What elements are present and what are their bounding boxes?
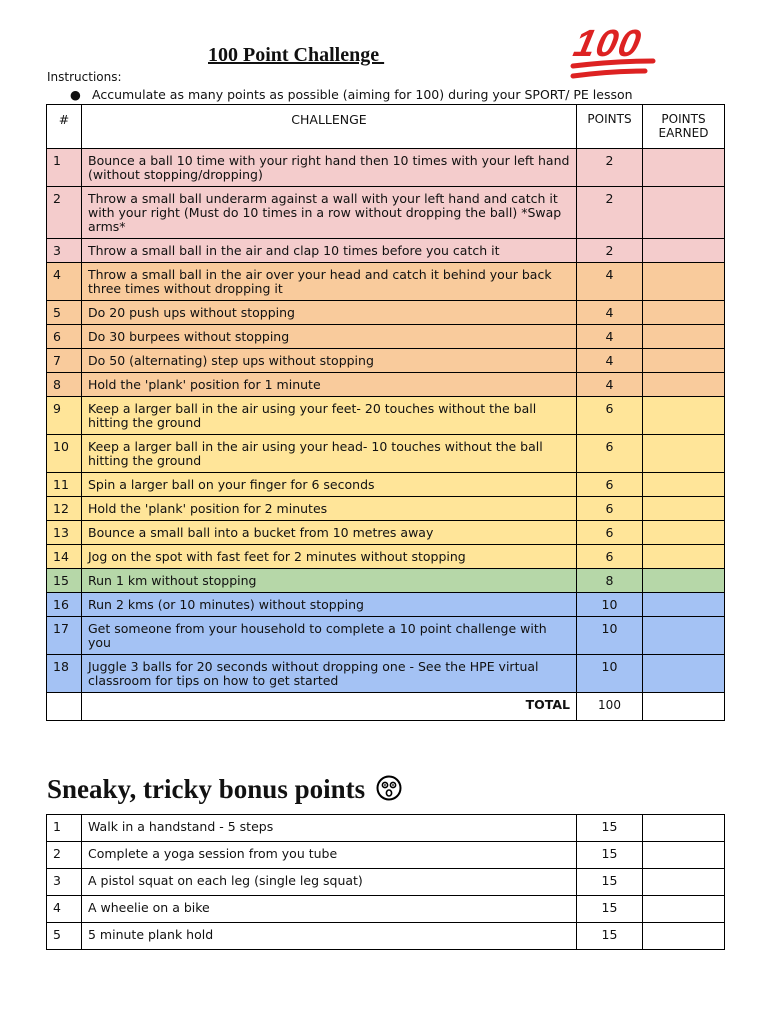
row-number: 4: [47, 263, 82, 301]
row-number: 2: [47, 842, 82, 869]
points-earned-cell[interactable]: [643, 263, 725, 301]
points-value: 10: [577, 617, 643, 655]
challenge-text: Do 30 burpees without stopping: [82, 325, 577, 349]
points-earned-cell[interactable]: [643, 473, 725, 497]
points-value: 4: [577, 349, 643, 373]
challenge-row: [47, 521, 725, 545]
total-label: TOTAL: [82, 693, 577, 721]
challenge-text: 5 minute plank hold: [82, 923, 577, 950]
row-number: 4: [47, 896, 82, 923]
bullet-icon: ●: [70, 87, 81, 102]
row-number: 3: [47, 239, 82, 263]
points-value: 6: [577, 497, 643, 521]
bonus-row: [47, 869, 725, 896]
page-title: 100 Point Challenge: [208, 44, 385, 66]
row-number: 15: [47, 569, 82, 593]
challenge-text: Complete a yoga session from you tube: [82, 842, 577, 869]
points-value: 6: [577, 473, 643, 497]
challenge-row: [47, 373, 725, 397]
points-value: 6: [577, 545, 643, 569]
bonus-row: [47, 896, 725, 923]
challenge-row: [47, 349, 725, 373]
points-earned-cell[interactable]: [643, 569, 725, 593]
challenge-row: [47, 239, 725, 263]
challenge-text: Throw a small ball in the air over your head and catch it behind your back three times without dropping it: [82, 263, 577, 301]
table-header-row: [47, 105, 725, 149]
header-points: POINTS: [577, 105, 643, 149]
bonus-title-text: Sneaky, tricky bonus points: [47, 774, 366, 804]
row-number: 12: [47, 497, 82, 521]
row-number: 18: [47, 655, 82, 693]
points-value: 4: [577, 325, 643, 349]
challenge-row: [47, 325, 725, 349]
points-earned-cell[interactable]: [643, 617, 725, 655]
bonus-row: [47, 923, 725, 950]
row-number: 1: [47, 149, 82, 187]
challenge-text: Bounce a ball 10 time with your right hand then 10 times with your left hand (without stopping/dropping): [82, 149, 577, 187]
challenge-text: Do 50 (alternating) step ups without stopping: [82, 349, 577, 373]
total-value: 100: [577, 693, 643, 721]
points-earned-cell[interactable]: [643, 521, 725, 545]
bonus-table: [46, 814, 725, 950]
points-value: 10: [577, 655, 643, 693]
challenge-row: [47, 569, 725, 593]
header-challenge: CHALLENGE: [82, 105, 577, 149]
row-number: 9: [47, 397, 82, 435]
challenge-row: [47, 149, 725, 187]
points-earned-cell[interactable]: [643, 497, 725, 521]
points-earned-cell[interactable]: [643, 349, 725, 373]
points-value: 15: [577, 869, 643, 896]
points-value: 15: [577, 896, 643, 923]
row-number: 1: [47, 815, 82, 842]
challenge-row: [47, 301, 725, 325]
points-earned-cell[interactable]: [643, 869, 725, 896]
challenge-text: Run 2 kms (or 10 minutes) without stopping: [82, 593, 577, 617]
svg-text:100: 100: [569, 22, 646, 65]
row-number: 11: [47, 473, 82, 497]
challenge-text: Do 20 push ups without stopping: [82, 301, 577, 325]
challenge-text: A pistol squat on each leg (single leg squat): [82, 869, 577, 896]
hundred-points-icon: [565, 22, 663, 84]
points-value: 15: [577, 815, 643, 842]
challenge-text: Jog on the spot with fast feet for 2 minutes without stopping: [82, 545, 577, 569]
points-earned-cell[interactable]: [643, 842, 725, 869]
points-earned-cell[interactable]: [643, 239, 725, 263]
points-value: 6: [577, 435, 643, 473]
row-number: 10: [47, 435, 82, 473]
points-earned-cell[interactable]: [643, 325, 725, 349]
total-spacer: [47, 693, 82, 721]
challenge-row: [47, 435, 725, 473]
instructions-label: Instructions:: [47, 70, 122, 84]
points-value: 15: [577, 923, 643, 950]
challenge-row: [47, 473, 725, 497]
challenge-text: A wheelie on a bike: [82, 896, 577, 923]
points-earned-cell[interactable]: [643, 301, 725, 325]
points-earned-cell[interactable]: [643, 373, 725, 397]
challenge-table: [46, 104, 725, 721]
challenge-row: [47, 397, 725, 435]
header-points-earned: POINTS EARNED: [643, 105, 725, 149]
challenge-row: [47, 497, 725, 521]
points-earned-cell[interactable]: [643, 435, 725, 473]
header-num: #: [47, 105, 82, 149]
challenge-text: Hold the 'plank' position for 2 minutes: [82, 497, 577, 521]
challenge-text: Juggle 3 balls for 20 seconds without dropping one - See the HPE virtual classroom for tips on how to get started: [82, 655, 577, 693]
points-value: 2: [577, 149, 643, 187]
total-earned-cell[interactable]: [643, 693, 725, 721]
points-earned-cell[interactable]: [643, 545, 725, 569]
instruction-item: [70, 87, 633, 102]
points-earned-cell[interactable]: [643, 655, 725, 693]
points-value: 2: [577, 239, 643, 263]
challenge-text: Walk in a handstand - 5 steps: [82, 815, 577, 842]
astonished-face-icon: [376, 775, 402, 801]
row-number: 5: [47, 923, 82, 950]
row-number: 7: [47, 349, 82, 373]
row-number: 3: [47, 869, 82, 896]
challenge-row: [47, 655, 725, 693]
points-value: 10: [577, 593, 643, 617]
points-value: 8: [577, 569, 643, 593]
bonus-title: [47, 774, 402, 805]
row-number: 6: [47, 325, 82, 349]
challenge-text: Throw a small ball in the air and clap 10 times before you catch it: [82, 239, 577, 263]
points-value: 4: [577, 263, 643, 301]
challenge-text: Throw a small ball underarm against a wall with your left hand and catch it with your right (Must do 10 times in a row without dropping the ball) *Swap arms*: [82, 187, 577, 239]
points-earned-cell[interactable]: [643, 397, 725, 435]
points-value: 6: [577, 397, 643, 435]
row-number: 8: [47, 373, 82, 397]
points-value: 2: [577, 187, 643, 239]
challenge-row: [47, 187, 725, 239]
row-number: 14: [47, 545, 82, 569]
row-number: 2: [47, 187, 82, 239]
bonus-row: [47, 842, 725, 869]
row-number: 16: [47, 593, 82, 617]
challenge-row: [47, 545, 725, 569]
challenge-text: Spin a larger ball on your finger for 6 seconds: [82, 473, 577, 497]
challenge-text: Keep a larger ball in the air using your feet- 20 touches without the ball hitting the ground: [82, 397, 577, 435]
row-number: 13: [47, 521, 82, 545]
points-earned-cell[interactable]: [643, 896, 725, 923]
points-earned-cell[interactable]: [643, 923, 725, 950]
points-value: 4: [577, 301, 643, 325]
challenge-row: [47, 617, 725, 655]
instruction-text: Accumulate as many points as possible (aiming for 100) during your SPORT/ PE lesson: [92, 87, 633, 102]
row-number: 17: [47, 617, 82, 655]
challenge-text: Run 1 km without stopping: [82, 569, 577, 593]
row-number: 5: [47, 301, 82, 325]
challenge-text: Get someone from your household to complete a 10 point challenge with you: [82, 617, 577, 655]
points-earned-cell[interactable]: [643, 815, 725, 842]
challenge-row: [47, 263, 725, 301]
points-earned-cell[interactable]: [643, 149, 725, 187]
bonus-row: [47, 815, 725, 842]
challenge-text: Keep a larger ball in the air using your head- 10 touches without the ball hitting the ground: [82, 435, 577, 473]
challenge-text: Hold the 'plank' position for 1 minute: [82, 373, 577, 397]
challenge-text: Bounce a small ball into a bucket from 10 metres away: [82, 521, 577, 545]
points-value: 15: [577, 842, 643, 869]
points-value: 4: [577, 373, 643, 397]
points-earned-cell[interactable]: [643, 593, 725, 617]
challenge-row: [47, 593, 725, 617]
points-earned-cell[interactable]: [643, 187, 725, 239]
points-value: 6: [577, 521, 643, 545]
total-row: [47, 693, 725, 721]
